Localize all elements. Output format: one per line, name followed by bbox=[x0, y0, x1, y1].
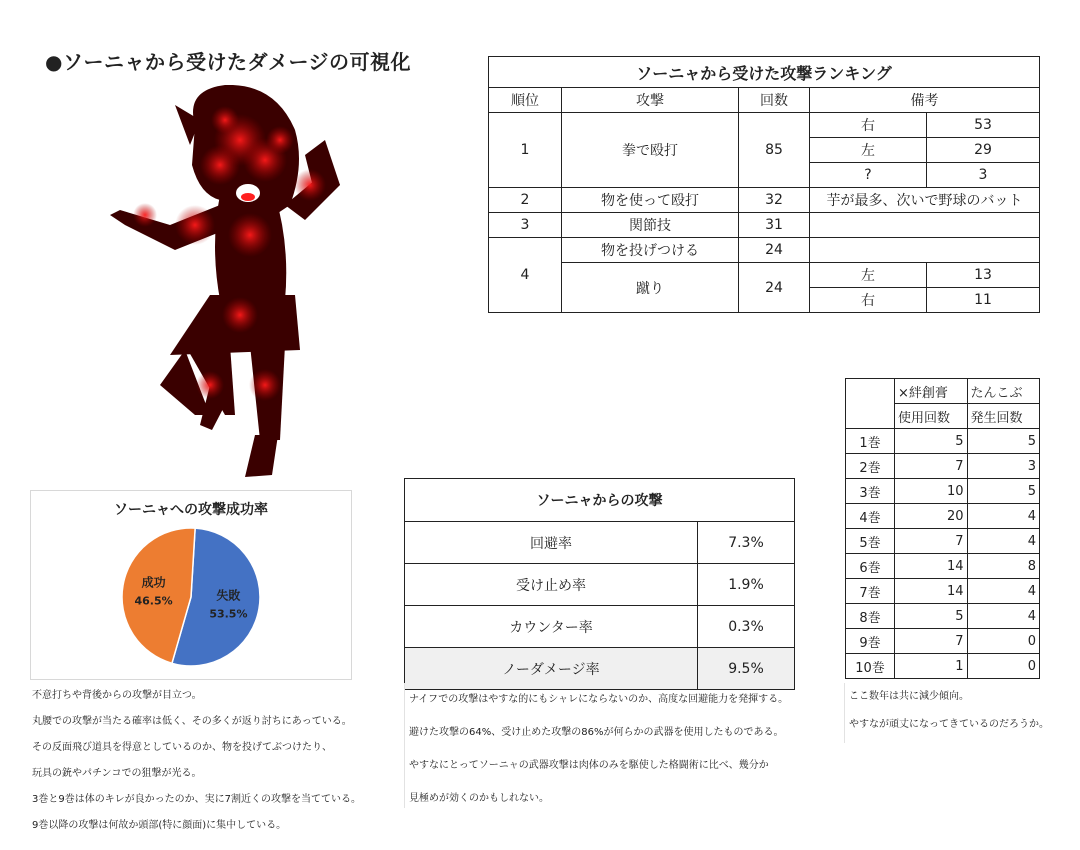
note-count: 13 bbox=[927, 263, 1040, 288]
volume-label: 9巻 bbox=[846, 629, 895, 654]
stat-label: カウンター率 bbox=[405, 606, 698, 648]
attack-stats-table bbox=[404, 478, 795, 690]
ranking-header-count: 回数 bbox=[739, 88, 810, 113]
attack-cell: 物を使って殴打 bbox=[562, 188, 739, 213]
ranking-title: ソーニャから受けた攻撃ランキング bbox=[489, 57, 1040, 88]
volume-row bbox=[846, 579, 1040, 604]
count-cell: 32 bbox=[739, 188, 810, 213]
bandage-header-2a: たんこぶ bbox=[967, 379, 1040, 404]
bandage-count: 5 bbox=[895, 604, 968, 629]
page-title: ●ソーニャから受けたダメージの可視化 bbox=[45, 50, 412, 74]
volume-label: 10巻 bbox=[846, 654, 895, 679]
ranking-header-attack: 攻撃 bbox=[562, 88, 739, 113]
note-count: 29 bbox=[927, 138, 1040, 163]
count-cell: 31 bbox=[739, 213, 810, 238]
ranking-header-rank: 順位 bbox=[489, 88, 562, 113]
note-line: 9巻以降の攻撃は何故か頭部(特に顔面)に集中している。 bbox=[32, 820, 287, 831]
note-count: 53 bbox=[927, 113, 1040, 138]
note-side: 右 bbox=[810, 288, 927, 313]
ranking-header-notes: 備考 bbox=[810, 88, 1040, 113]
bandage-header-1a: ×絆創膏 bbox=[895, 379, 968, 404]
note-empty bbox=[810, 213, 1040, 238]
note-text: 芋が最多、次いで野球のバット bbox=[810, 188, 1040, 213]
note-line: その反面飛び道具を得意としているのか、物を投げてぶつけたり、 bbox=[32, 742, 332, 753]
bandage-count: 7 bbox=[895, 529, 968, 554]
attack-ranking-table bbox=[488, 56, 1040, 313]
damage-figure bbox=[100, 85, 360, 485]
note-line: 不意打ちや背後からの攻撃が目立つ。 bbox=[32, 690, 202, 701]
bump-count: 0 bbox=[967, 629, 1040, 654]
rank-cell: 4 bbox=[489, 238, 562, 313]
note-line: やすなにとってソーニャの武器攻撃は肉体のみを駆使した格闘術に比べ、幾分か bbox=[409, 760, 769, 771]
note-line: ここ数年は共に減少傾向。 bbox=[849, 691, 969, 702]
pie-value-label: 46.5% bbox=[134, 594, 173, 608]
volume-row bbox=[846, 429, 1040, 454]
bump-count: 5 bbox=[967, 429, 1040, 454]
pie-label: 失敗 bbox=[216, 588, 241, 603]
volume-label: 8巻 bbox=[846, 604, 895, 629]
volume-label: 7巻 bbox=[846, 579, 895, 604]
rank-cell: 2 bbox=[489, 188, 562, 213]
bump-count: 3 bbox=[967, 454, 1040, 479]
stats-title: ソーニャからの攻撃 bbox=[405, 479, 795, 522]
count-cell: 24 bbox=[739, 238, 810, 263]
rank-cell: 1 bbox=[489, 113, 562, 188]
notes-middle bbox=[404, 683, 839, 808]
note-line: 玩具の銃やパチンコでの狙撃が光る。 bbox=[32, 768, 202, 779]
note-count: 3 bbox=[927, 163, 1040, 188]
bump-count: 4 bbox=[967, 604, 1040, 629]
bump-count: 4 bbox=[967, 529, 1040, 554]
volume-row bbox=[846, 554, 1040, 579]
stat-label: 受け止め率 bbox=[405, 564, 698, 606]
volume-row bbox=[846, 529, 1040, 554]
attack-cell: 蹴り bbox=[562, 263, 739, 313]
volume-label: 5巻 bbox=[846, 529, 895, 554]
note-side: 左 bbox=[810, 263, 927, 288]
volume-label: 6巻 bbox=[846, 554, 895, 579]
stat-value: 9.5% bbox=[698, 648, 795, 690]
attack-cell: 拳で殴打 bbox=[562, 113, 739, 188]
bandage-header-1b: 使用回数 bbox=[895, 404, 968, 429]
note-line: 避けた攻撃の64%、受け止めた攻撃の86%が何らかの武器を使用したものである。 bbox=[409, 727, 784, 738]
pie-chart bbox=[31, 491, 351, 679]
volume-label: 1巻 bbox=[846, 429, 895, 454]
count-cell: 85 bbox=[739, 113, 810, 188]
bandage-count: 14 bbox=[895, 554, 968, 579]
bump-count: 4 bbox=[967, 579, 1040, 604]
bump-count: 8 bbox=[967, 554, 1040, 579]
bandage-bump-table bbox=[845, 378, 1040, 679]
stat-label: ノーダメージ率 bbox=[405, 648, 698, 690]
note-side: 左 bbox=[810, 138, 927, 163]
bump-count: 0 bbox=[967, 654, 1040, 679]
bandage-header-2b: 発生回数 bbox=[967, 404, 1040, 429]
bandage-count: 5 bbox=[895, 429, 968, 454]
stat-value: 7.3% bbox=[698, 522, 795, 564]
note-line: 見極めが効くのかもしれない。 bbox=[409, 793, 549, 804]
note-side: 右 bbox=[810, 113, 927, 138]
pie-value-label: 53.5% bbox=[209, 607, 248, 621]
bandage-count: 14 bbox=[895, 579, 968, 604]
note-side: ? bbox=[810, 163, 927, 188]
volume-row bbox=[846, 629, 1040, 654]
bandage-count: 7 bbox=[895, 629, 968, 654]
bandage-count: 7 bbox=[895, 454, 968, 479]
note-line: 3巻と9巻は体のキレが良かったのか、実に7割近くの攻撃を当てている。 bbox=[32, 794, 361, 805]
attack-cell: 物を投げつける bbox=[562, 238, 739, 263]
note-empty bbox=[810, 238, 1040, 263]
notes-right bbox=[844, 683, 1069, 743]
success-rate-chart bbox=[30, 490, 352, 680]
bandage-count: 20 bbox=[895, 504, 968, 529]
bandage-corner bbox=[846, 379, 895, 429]
volume-row bbox=[846, 504, 1040, 529]
bandage-count: 1 bbox=[895, 654, 968, 679]
volume-label: 3巻 bbox=[846, 479, 895, 504]
bump-count: 4 bbox=[967, 504, 1040, 529]
bandage-count: 10 bbox=[895, 479, 968, 504]
stat-value: 1.9% bbox=[698, 564, 795, 606]
note-count: 11 bbox=[927, 288, 1040, 313]
volume-row bbox=[846, 454, 1040, 479]
volume-row bbox=[846, 604, 1040, 629]
volume-label: 4巻 bbox=[846, 504, 895, 529]
count-cell: 24 bbox=[739, 263, 810, 313]
stat-label: 回避率 bbox=[405, 522, 698, 564]
stat-value: 0.3% bbox=[698, 606, 795, 648]
note-line: 丸腰での攻撃が当たる確率は低く、その多くが返り討ちにあっている。 bbox=[32, 716, 352, 727]
volume-row bbox=[846, 479, 1040, 504]
note-line: やすなが頑丈になってきているのだろうか。 bbox=[849, 719, 1049, 730]
pie-label: 成功 bbox=[141, 575, 166, 590]
bump-count: 5 bbox=[967, 479, 1040, 504]
volume-row bbox=[846, 654, 1040, 679]
chart-title: ソーニャへの攻撃成功率 bbox=[114, 502, 268, 518]
rank-cell: 3 bbox=[489, 213, 562, 238]
attack-cell: 関節技 bbox=[562, 213, 739, 238]
note-line: ナイフでの攻撃はやすな的にもシャレにならないのか、高度な回避能力を発揮する。 bbox=[409, 694, 789, 705]
volume-label: 2巻 bbox=[846, 454, 895, 479]
notes-left bbox=[32, 683, 392, 839]
